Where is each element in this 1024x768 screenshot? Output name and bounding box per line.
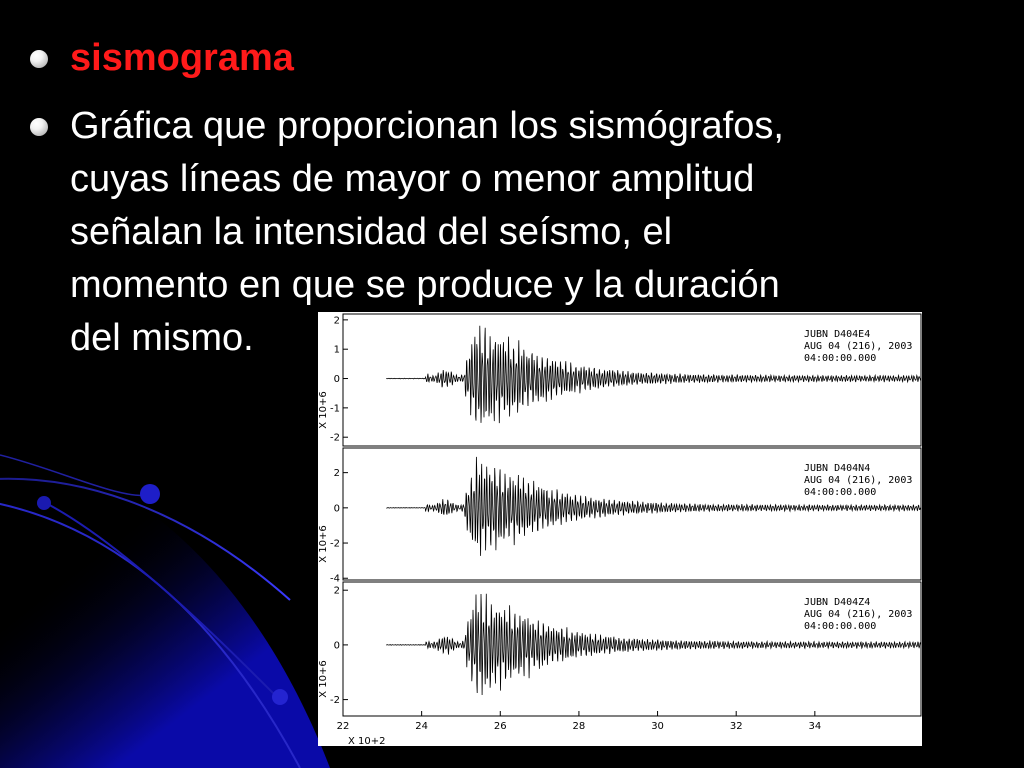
seismogram-chart (318, 312, 922, 746)
seismogram-panel-2 (318, 448, 921, 585)
y-multiplier-label: X 10+6 (318, 391, 329, 429)
definition-line: Gráfica que proporcionan los sismógrafos, (70, 105, 784, 147)
seismogram-panel-3 (318, 582, 921, 716)
station-label-line: 04:00:00.000 (804, 487, 877, 498)
y-tick-label: 0 (333, 503, 340, 515)
bullet-dot-icon (30, 118, 48, 136)
slide-title: sismograma (70, 37, 294, 79)
station-label-line: AUG 04 (216), 2003 (804, 475, 913, 486)
y-tick-label: -4 (330, 573, 340, 585)
y-tick-label: 0 (333, 640, 340, 652)
y-tick-label: -1 (330, 403, 340, 415)
y-multiplier-label: X 10+6 (318, 660, 329, 698)
x-tick-label: 24 (415, 721, 429, 732)
x-tick-label: 30 (651, 721, 664, 732)
x-multiplier-label: X 10+2 (348, 736, 386, 746)
blue-node-1 (140, 484, 160, 504)
y-tick-label: 2 (333, 585, 340, 597)
y-tick-label: 1 (333, 344, 340, 356)
seismogram-figure (318, 312, 922, 746)
x-tick-label: 34 (808, 721, 822, 732)
x-tick-label: 26 (493, 721, 507, 732)
blue-glow-region (0, 440, 330, 768)
station-label-line: JUBN D404Z4 (804, 597, 871, 608)
y-tick-label: 2 (333, 468, 340, 480)
definition-line: señalan la intensidad del seísmo, el (70, 211, 673, 253)
definition-line: cuyas líneas de mayor o menor amplitud (70, 158, 755, 200)
y-tick-label: 0 (333, 374, 340, 386)
y-multiplier-label: X 10+6 (318, 525, 329, 563)
x-tick-label: 28 (572, 721, 586, 732)
x-tick-label: 32 (729, 721, 743, 732)
station-label-line: AUG 04 (216), 2003 (804, 609, 913, 620)
definition-line: momento en que se produce y la duración (70, 264, 780, 306)
y-tick-label: -2 (330, 432, 340, 444)
bullet-dot-icon (30, 50, 48, 68)
station-label-line: 04:00:00.000 (804, 621, 877, 632)
y-tick-label: -2 (330, 538, 340, 550)
definition-line: del mismo. (70, 317, 254, 359)
blue-node-3 (272, 689, 288, 705)
y-tick-label: 2 (333, 315, 340, 327)
blue-node-2 (37, 496, 51, 510)
seismogram-panel-1 (318, 314, 921, 446)
x-tick-label: 22 (336, 721, 350, 732)
station-label-line: 04:00:00.000 (804, 353, 877, 364)
station-label-line: JUBN D404E4 (804, 329, 871, 340)
station-label-line: JUBN D404N4 (804, 463, 871, 474)
y-tick-label: -2 (330, 695, 340, 707)
bullet-item-title (30, 32, 294, 84)
station-label-line: AUG 04 (216), 2003 (804, 341, 913, 352)
